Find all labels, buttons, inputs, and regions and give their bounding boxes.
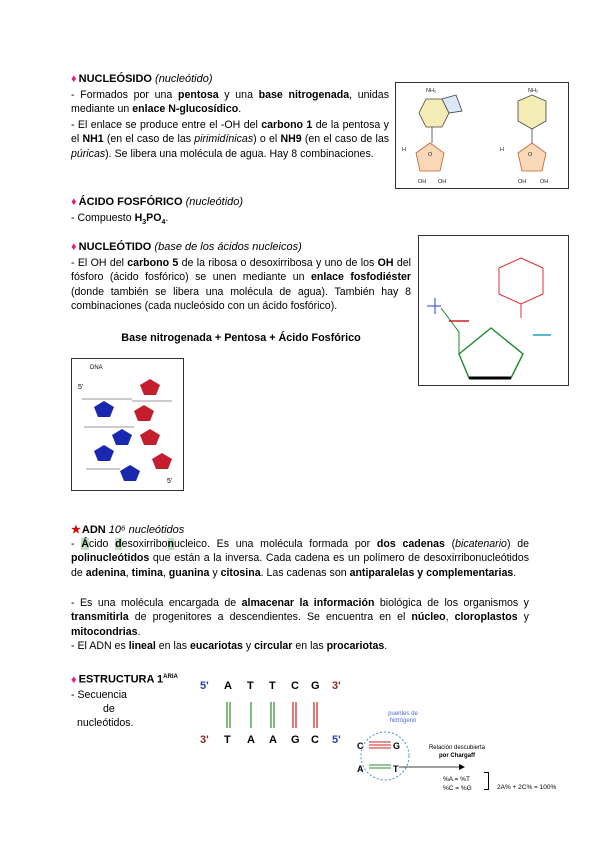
estructura-text-3: nucleótidos. bbox=[77, 717, 134, 729]
paragraph-adn-1: - Ácido desoxirribonucleico. Es una molécula formada por dos cadenas (bicatenario) de polinucleótidos que están a la inversa. Cada cadena es un polímero de desoxirribonucleótidos de adenina, timina, guanina y citosina. Las cadenas son antiparalelas y complementarias. bbox=[71, 538, 529, 579]
diamond-bullet-icon: ♦ bbox=[71, 673, 77, 686]
dna-strand-figure bbox=[71, 358, 184, 491]
nucleotide-formula: Base nitrogenada + Pentosa + Ácido Fosfórico bbox=[121, 332, 361, 344]
chargaff-title: Relación descubierta por Chargaff bbox=[428, 745, 486, 759]
h-label: H bbox=[402, 147, 406, 153]
dna-title: DNA bbox=[90, 365, 103, 371]
nh2-label: NH₂ bbox=[426, 88, 437, 94]
nucleoside-structure-figure bbox=[395, 82, 569, 189]
diamond-bullet-icon: ♦ bbox=[71, 241, 77, 253]
chargaff-arrow-icon bbox=[397, 759, 467, 775]
diamond-bullet-icon: ♦ bbox=[71, 73, 77, 85]
hydrogen-bonds-diagram: puentes de hidrógeno C G A T bbox=[355, 711, 425, 786]
diamond-bullet-icon: ♦ bbox=[71, 196, 77, 208]
o-label: O bbox=[528, 152, 533, 158]
oh-label: OH bbox=[438, 179, 447, 185]
paragraph-nucleotido: - El OH del carbono 5 de la ribosa o desoxirribosa y uno de los OH del fósforo (ácido fosfórico) se unen mediante un enlace fosfodiéster (donde también se libera una molécula de agua). También hay 8 combinaciones (cada nucleósido con un ácido fosfórico). bbox=[71, 257, 411, 312]
heading-nucleosido: ♦ NUCLEÓSIDO (nucleótido) bbox=[71, 73, 213, 85]
paragraph-acido-fosforico: - Compuesto $H_3PO_4$. bbox=[71, 212, 169, 227]
base-pair-bonds bbox=[200, 698, 350, 732]
heading-acido-fosforico: ♦ ÁCIDO FOSFÓRICO (nucleótido) bbox=[71, 196, 244, 208]
five-prime-label: 5' bbox=[167, 478, 173, 485]
oh-label: OH bbox=[540, 179, 549, 185]
relations-bracket bbox=[484, 772, 489, 790]
paragraph-adn-2: - Es una molécula encargada de almacenar la información biológica de los organismos y transmitirla de progenitores a descendientes. Se encuentra en el núcleo, cloroplastos y mitocondrias. bbox=[71, 597, 529, 638]
heading-nucleotido: ♦ NUCLEÓTIDO (base de los ácidos nucleicos) bbox=[71, 241, 302, 253]
o-label: O bbox=[428, 152, 433, 158]
chargaff-relations: %A = %T %C = %G bbox=[443, 776, 472, 792]
paragraph-nucleosido-2: - El enlace se produce entre el -OH del carbono 1 de la pentosa y el NH1 (en el caso de las pirimidínicas) o el NH9 (en el caso de las púricas). Se libera una molécula de agua. Hay 8 combinaciones. bbox=[71, 119, 390, 160]
heading-estructura-primaria: ♦ ESTRUCTURA $1^{ARIA}$ bbox=[71, 673, 178, 686]
estructura-text-1: - Secuencia bbox=[71, 689, 127, 701]
chargaff-total: 2A% + 2C% = 100% bbox=[497, 784, 557, 791]
heading-adn: ★ADN 10⁶ nucleótidos bbox=[71, 524, 185, 536]
star-bullet-icon: ★ bbox=[71, 524, 81, 536]
paragraph-adn-3: - El ADN es lineal en las eucariotas y circular en las procariotas. bbox=[71, 640, 388, 652]
nucleotide-structure-figure bbox=[418, 235, 569, 386]
nh2-label: NH₂ bbox=[528, 88, 539, 94]
oh-label: OH bbox=[418, 179, 427, 185]
h-label: H bbox=[500, 147, 504, 153]
five-prime-label: 5' bbox=[78, 384, 84, 391]
oh-label: OH bbox=[518, 179, 527, 185]
estructura-text-2: de bbox=[103, 703, 115, 715]
paragraph-nucleosido-1: - Formados por una pentosa y una base nitrogenada, unidas mediante un enlace N-glucosídico. bbox=[71, 89, 389, 116]
